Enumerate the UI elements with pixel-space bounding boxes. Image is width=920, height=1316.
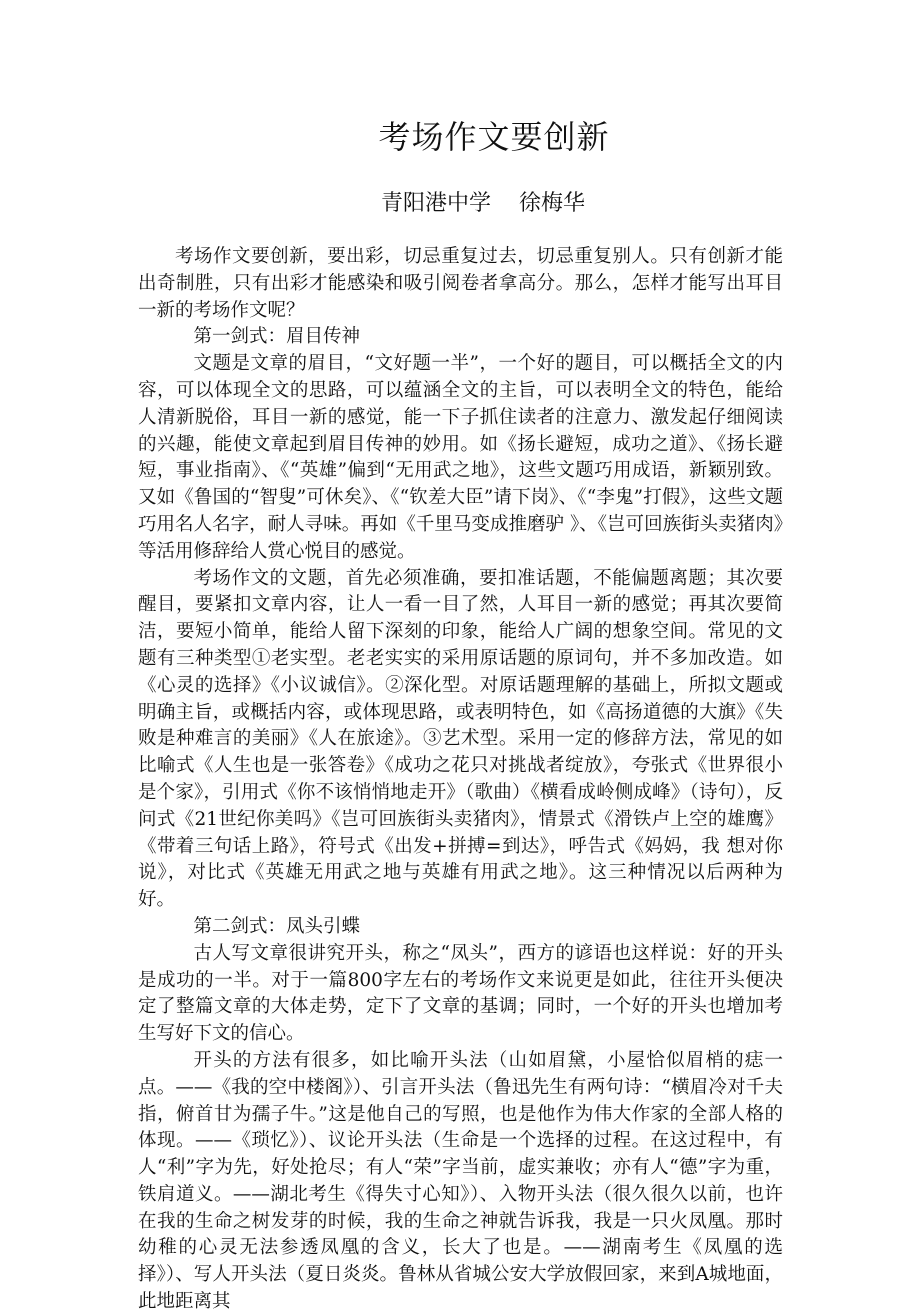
paragraph: 考场作文的文题，首先必须准确，要扣准话题，不能偏题离题；其次要醒目，要紧扣文章内容，让人一看一目了然，人耳目一新的感觉；再其次要简洁，要短小简单，能给人留下深刻的印象，能给人广阔的想象空间。常见的文题有三种类型①老实型。老老实实的采用原话题的原词句，并不多加改造。如《心灵的选择》《小议诚信》。②深化型。对原话题理解的基础上，所拟文题或明确主旨，或概括内容，或体现思路，或表明特色，如《高扬道德的大旗》《失败是种难言的美丽》《人在旅途》。③艺术型。采用一定的修辞方法，常见的如比喻式《人生也是一张答卷》《成功之花只对挑战者绽放》，夸张式《世界很小是个家》，引用式《你不该悄悄地走开》（歌曲）《横看成岭侧成峰》（诗句），反问式《21世纪你美吗》《岂可回族街头卖猪肉》，情景式《滑铁卢上空的雄鹰》《带着三句话上路》，符号式《出发+拼搏=到达》，呼告式《妈妈，我 想对你说》，对比式《英雄无用武之地与英雄有用武之地》。这三种情况以后两种为好。 [138,567,783,911]
paragraph: 古人写文章很讲究开头，称之“凤头”，西方的谚语也这样说：好的开头是成功的一半。对于一篇800字左右的考场作文来说更是如此，往往开头便决定了整篇文章的大体走势，定下了文章的基调；同时，一个好的开头也增加考生写好下文的信心。 [138,942,783,1045]
paragraph: 文题是文章的眉目，“文好题一半”，一个好的题目，可以概括全文的内容，可以体现全文的思路，可以蕴涵全文的主旨，可以表明全文的特色，能给人清新脱俗，耳目一新的感觉，能一下子抓住读者的注意力、激发起仔细阅读的兴趣，能使文章起到眉目传神的妙用。如《扬长避短，成功之道》、《扬长避短，事业指南》、《“英雄”偏到“无用武之地》，这些文题巧用成语，新颖别致。又如《鲁国的“智叟”可休矣》、《“钦差大臣”请下岗》、《“李鬼”打假》，这些文题巧用名人名字，耐人寻味。再如《千里马变成推磨驴 》、《岂可回族街头卖猪肉》等活用修辞给人赏心悦目的感觉。 [138,353,783,562]
document-author: 青阳港中学 徐梅华 [381,191,585,216]
document-title: 考场作文要创新 [378,118,610,156]
paragraph: 第一剑式：眉目传神 [193,326,361,348]
document-body [138,244,783,1316]
paragraph: 第二剑式：凤头引蝶 [193,915,361,937]
paragraph: 考场作文要创新，要出彩，切忌重复过去，切忌重复别人。只有创新才能出奇制胜，只有出彩才能感染和吸引阅卷者拿高分。那么，怎样才能写出耳目一新的考场作文呢？ [138,246,783,321]
paragraph: 开头的方法有很多，如比喻开头法（山如眉黛，小屋恰似眉梢的痣一点。——《我的空中楼阁》）、引言开头法（鲁迅先生有两句诗：“横眉冷对千夫指，俯首甘为孺子牛。”这是他自己的写照，也是他作为伟大作家的全部人格的体现。——《琐忆》）、议论开头法（生命是一个选择的过程。在这过程中，有人“利”字为先，好处抢尽；有人“荣”字当前，虚实兼收；亦有人“德”字为重，铁肩道义。——湖北考生《得失寸心知》）、入物开头法（很久很久以前，也许在我的生命之树发芽的时候，我的生命之神就告诉我，我是一只火凤凰。那时幼稚的心灵无法参透凤凰的含义，长大了也是。——湖南考生《凤凰的选择》）、写人开头法（夏日炎炎。鲁林从省城公安大学放假回家，来到A城地面，此地距离其 [138,1049,783,1313]
